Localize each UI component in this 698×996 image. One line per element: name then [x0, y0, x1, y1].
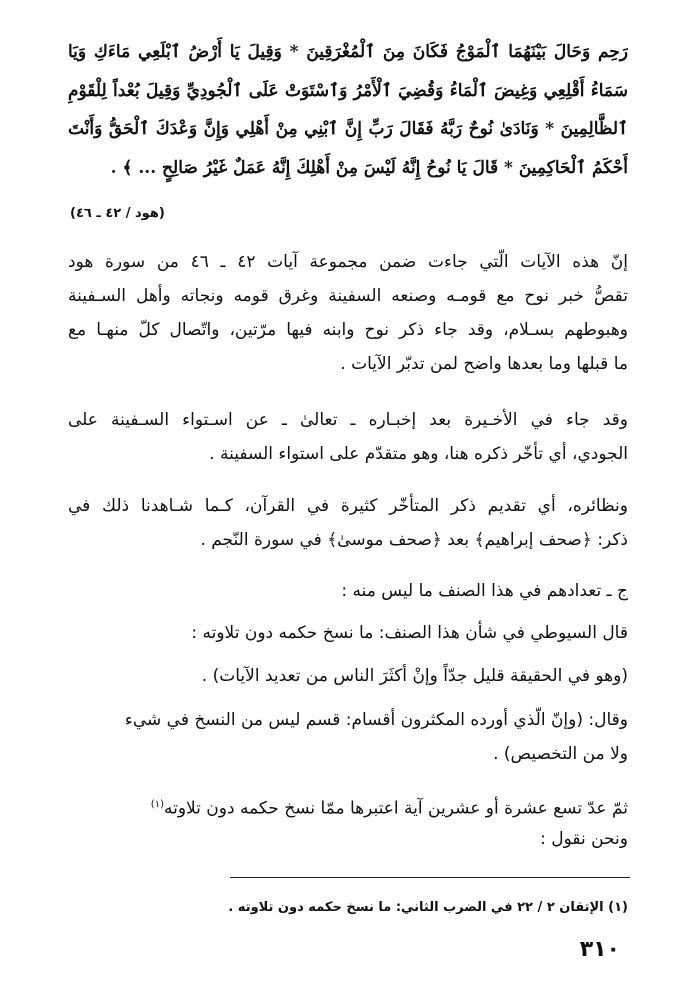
verse-reference: [70, 203, 270, 225]
paragraph-8-line-2: ونحن نقول :: [540, 829, 628, 849]
paragraph-1-line-1: إنّ هذه الآيات الّتي جاءت ضمن مجموعة آيات ٤٢ ـ ٤٦ من سورة هود: [68, 252, 628, 272]
paragraph-7-line-2: ولا من التخصيص) .: [493, 744, 628, 764]
quran-verse-line-1: رَحِم وَحَالَ بَيْنَهُمَا ٱلْمَوْجُ فَكَانَ مِنَ ٱلْمُغْرَقِينَ * وَقِيلَ يَا أَرْضُ ٱبْلَعِي مَاءَكِ وَيَا: [68, 42, 628, 62]
paragraph-1-line-4: ما قبلها وما بعدها واضح لمن تدبّر الآيات .: [340, 354, 628, 374]
paragraph-2-line-1: وقد جاء في الأخـيرة بعد إخبـاره ـ تعالىٰ ـ عن اسـتواء السـفينة على: [68, 410, 628, 430]
footnote-divider: [230, 877, 630, 878]
paragraph-5: قال السيوطي في شأن هذا الصنف: ما نسخ حكمه دون تلاوته :: [191, 623, 628, 643]
paragraph-2-line-2: الجودي، أي تأخّر ذكره هنا، وهو متقدّم على استواء السفينة .: [209, 444, 628, 464]
footnote-marker: (١): [150, 799, 164, 810]
paragraph-8-line-1: [68, 789, 628, 823]
paragraph-6-quote: (وهو في الحقيقة قليل جدّاً وإنْ أكثَرَ الناس من تعديد الآيات) .: [201, 666, 628, 686]
quran-verse-line-2: سَمَاءُ أَقْلِعِي وَغِيضَ ٱلْمَاءُ وَقُضِيَ ٱلْأَمْرُ وَٱسْتَوَتْ عَلَى ٱلْجُودِيِّ وَقِيلَ بُعْداً لِلْقَوْمِ: [68, 81, 628, 101]
verse-reference-text: (هود / ٤٢ ـ ٤٦): [70, 206, 165, 221]
paragraph-8-text: ثمّ عدّ تسع عشرة أو عشرين آية اعتبرها ممّا نسخ حكمه دون تلاوته: [163, 798, 628, 819]
page-number: ٣١٠: [579, 937, 620, 962]
paragraph-3-line-2: ذكر: ﴿صحف إبراهيم﴾ بعد ﴿صحف موسىٰ﴾ في سورة النّجم .: [200, 530, 628, 550]
paragraph-3-line-1: ونظائره، أي تقديم ذكر المتأخّر كثيرة في القرآن، كـما شـاهدنا ذلك في: [68, 496, 628, 516]
footnote: (١) الإتقان ٢ / ٢٢ في الضرب الثاني: ما نسخ حكمه دون تلاوته .: [228, 900, 628, 915]
section-heading: ج ـ تعدادهم في هذا الصنف ما ليس منه :: [341, 581, 628, 601]
paragraph-1-line-3: وهبوطهم بسـلام، وقد جاء ذكر نوح وابنه فيها مرّتين، واتّصال كلّ منهـا مع: [68, 320, 628, 340]
quran-verse-line-4: أَحْكَمُ ٱلْحَاكِمِينَ * قَالَ يَا نُوحُ إِنَّهُ لَيْسَ مِنْ أَهْلِكَ إِنَّهُ عَمَلٌ غَيْرُ صَالِحٍ ... ﴾ .: [110, 158, 628, 178]
quran-verse-line-3: ٱلظَّالِمِينَ * وَنَادَىٰ نُوحٌ رَبَّهُ فَقَالَ رَبِّ إِنَّ ٱبْنِي مِنْ أَهْلِي وَإِنَّ وَعْدَكَ ٱلْحَقُّ وَأَنْتَ: [68, 119, 628, 139]
paragraph-7-line-1: وقال: (وإنّ الّذي أورده المكثرون أقسام: قسم ليس من النسخ في شيء: [124, 710, 628, 730]
paragraph-1-line-2: تقصُّ خبر نوح مع قومـه وصنعه السفينة وغرق قومه ونجاته وأهل السـفينة: [68, 286, 628, 306]
